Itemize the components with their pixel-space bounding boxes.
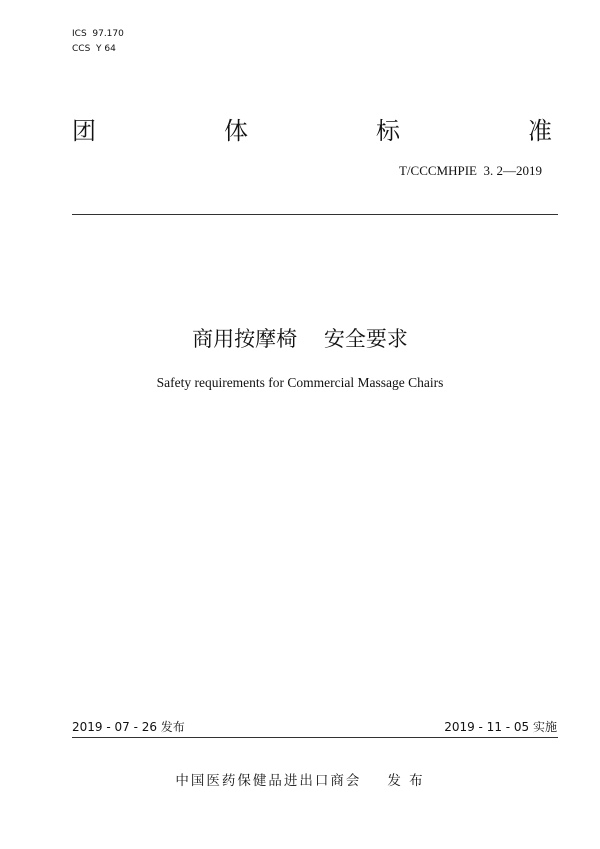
standard-number: T/CCCMHPIE 3. 2—2019: [398, 163, 542, 178]
ics-code: ICS 97.170: [72, 29, 124, 39]
footer-divider: [72, 737, 558, 738]
publish-action: 发 布: [387, 773, 425, 789]
standard-type-char: 团: [72, 117, 96, 145]
publisher-line: [0, 772, 600, 790]
publisher-name: 中国医药保健品进出口商会: [175, 773, 362, 789]
implementation-date: 2019 - 11 - 05 实施: [444, 720, 557, 734]
header-divider: [72, 214, 558, 215]
standard-type-heading: [72, 117, 552, 145]
standard-type-char: 标: [376, 117, 400, 145]
document-title-english: Safety requirements for Commercial Massage Chairs: [156, 375, 444, 390]
standard-type-char: 准: [528, 117, 552, 145]
ccs-code: CCS Y 64: [72, 44, 116, 54]
issue-date: 2019 - 07 - 26 发布: [72, 720, 185, 734]
document-title-chinese: 商用按摩椅 安全要求: [192, 327, 408, 351]
standard-type-char: 体: [224, 117, 248, 145]
